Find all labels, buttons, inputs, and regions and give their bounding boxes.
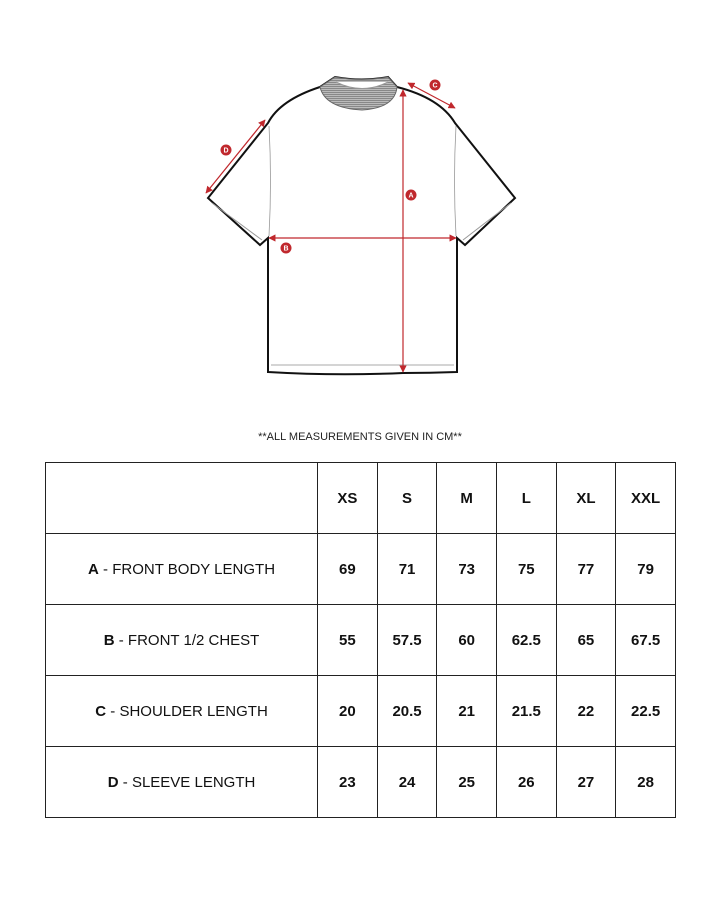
tshirt-measurement-diagram [0,0,720,400]
cell: 20 [318,676,378,747]
cell: 57.5 [377,605,437,676]
cell: 77 [556,534,616,605]
row-code: B [103,631,115,649]
size-header: L [496,463,556,534]
table-row [46,534,676,605]
cell: 75 [496,534,556,605]
label-a-badge [406,190,417,201]
cell: 21.5 [496,676,556,747]
row-code: C [95,702,107,720]
row-name: - FRONT BODY LENGTH [98,560,276,578]
header-blank-cell [46,463,318,534]
label-c-badge [430,80,441,91]
cell: 62.5 [496,605,556,676]
svg-text:A: A [408,192,414,200]
cell: 79 [616,534,676,605]
label-b-badge [281,243,292,254]
row-label [46,605,318,676]
cell: 20.5 [377,676,437,747]
cell: 65 [556,605,616,676]
cell: 24 [377,747,437,818]
svg-text:D: D [223,147,229,155]
cell: 22 [556,676,616,747]
label-d-badge [221,145,232,156]
svg-text:B: B [283,245,289,253]
row-code: A [88,560,99,578]
cell: 22.5 [616,676,676,747]
table-row [46,676,676,747]
size-header: M [437,463,497,534]
row-label [46,747,318,818]
cell: 21 [437,676,497,747]
cell: 55 [318,605,378,676]
table-row [46,605,676,676]
row-label [46,676,318,747]
size-header: XXL [616,463,676,534]
cell: 25 [437,747,497,818]
size-header: XS [318,463,378,534]
cell: 28 [616,747,676,818]
row-label [46,534,318,605]
cell: 71 [377,534,437,605]
measurement-unit-note: **ALL MEASUREMENTS GIVEN IN CM** [258,431,462,443]
cell: 73 [437,534,497,605]
row-code: D [107,773,119,791]
size-header: S [377,463,437,534]
cell: 26 [496,747,556,818]
cell: 23 [318,747,378,818]
size-header: XL [556,463,616,534]
row-name: - SHOULDER LENGTH [106,702,268,720]
row-name: - SLEEVE LENGTH [118,773,256,791]
table-header-row [46,463,676,534]
size-chart-table [45,462,676,818]
cell: 27 [556,747,616,818]
tshirt-outline [208,77,515,374]
cell: 60 [437,605,497,676]
cell: 67.5 [616,605,676,676]
cell: 69 [318,534,378,605]
svg-text:C: C [432,82,438,90]
table-row [46,747,676,818]
row-name: - FRONT 1/2 CHEST [114,631,260,649]
